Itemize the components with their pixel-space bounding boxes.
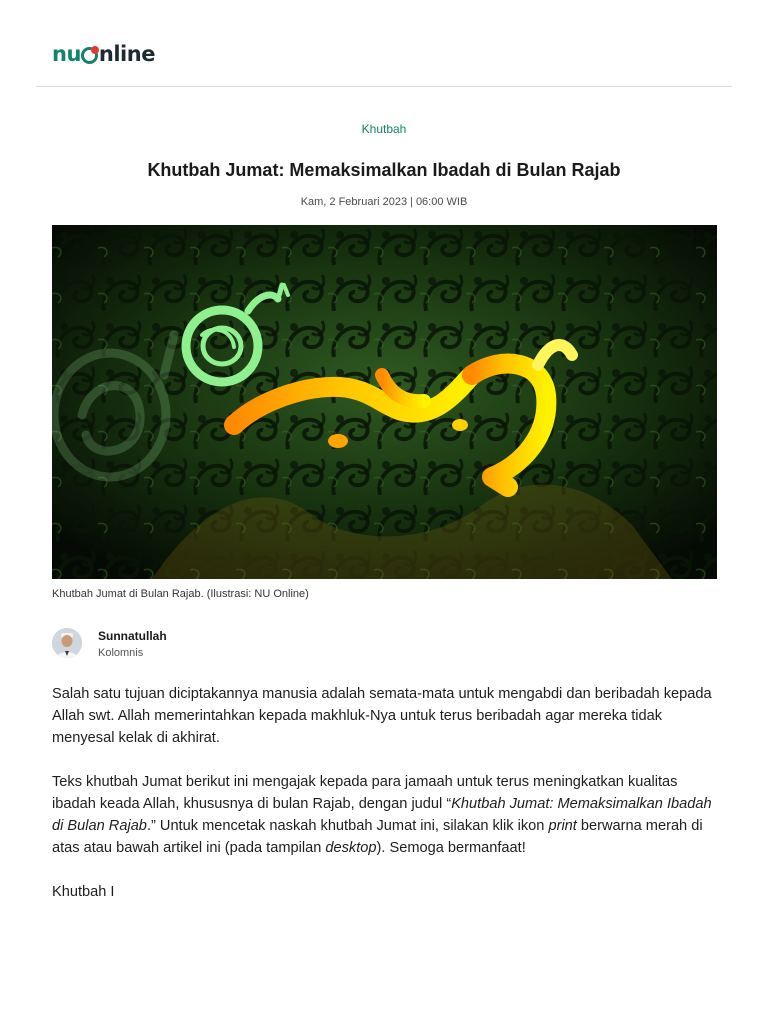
p2-desktop-italic: desktop <box>325 840 377 856</box>
p2-text-4: ). Semoga bermanfaat! <box>376 840 526 856</box>
article-body <box>52 683 722 925</box>
paragraph-3: Khutbah I <box>52 884 115 900</box>
logo-o-icon <box>81 47 98 64</box>
logo-text-nline: nline <box>98 42 155 66</box>
author-avatar[interactable] <box>52 628 82 658</box>
author-role: Kolomnis <box>98 647 144 659</box>
article-title: Khutbah Jumat: Memaksimalkan Ibadah di Bulan Rajab <box>147 160 621 180</box>
author-block[interactable] <box>52 628 452 662</box>
article-hero-image <box>52 225 717 579</box>
nu-online-logo[interactable] <box>52 44 155 65</box>
p2-text-2: .” Untuk mencetak naskah khutbah Jumat ini, silakan klik ikon <box>146 818 549 834</box>
paragraph-1: Salah satu tujuan diciptakannya manusia adalah semata-mata untuk mengabdi dan beribadah kepada Allah swt. Allah memerintahkan kepada makhluk-Nya untuk terus beribadah agar mereka tidak menyesal kelak di akhirat. <box>52 686 712 746</box>
article-category[interactable]: Khutbah <box>361 122 407 136</box>
article-time: 06:00 WIB <box>415 196 468 208</box>
meta-separator: | <box>410 196 413 208</box>
article-date: Kam, 2 Februari 2023 <box>300 196 408 208</box>
avatar-person-icon <box>52 628 82 658</box>
image-caption: Khutbah Jumat di Bulan Rajab. (Ilustrasi: NU Online) <box>52 588 309 600</box>
p2-text-1: Teks khutbah Jumat berikut ini mengajak kepada para jamaah untuk terus meningkatkan kualitas ibadah keada Allah, khususnya di bulan Rajab, dengan judul “ <box>52 774 678 812</box>
author-name[interactable]: Sunnatullah <box>98 629 167 643</box>
p2-title-italic: Khutbah Jumat: Memaksimalkan Ibadah di Bulan Rajab <box>52 796 712 834</box>
article-meta <box>0 196 768 208</box>
rajab-illustration <box>52 225 717 579</box>
p2-text-3: berwarna merah di atas atau bawah artikel ini (pada tampilan <box>52 818 703 856</box>
logo-text-nu: nu <box>52 42 81 66</box>
p2-print-italic: print <box>548 818 577 834</box>
site-header <box>36 0 732 87</box>
paragraph-2 <box>52 771 722 859</box>
